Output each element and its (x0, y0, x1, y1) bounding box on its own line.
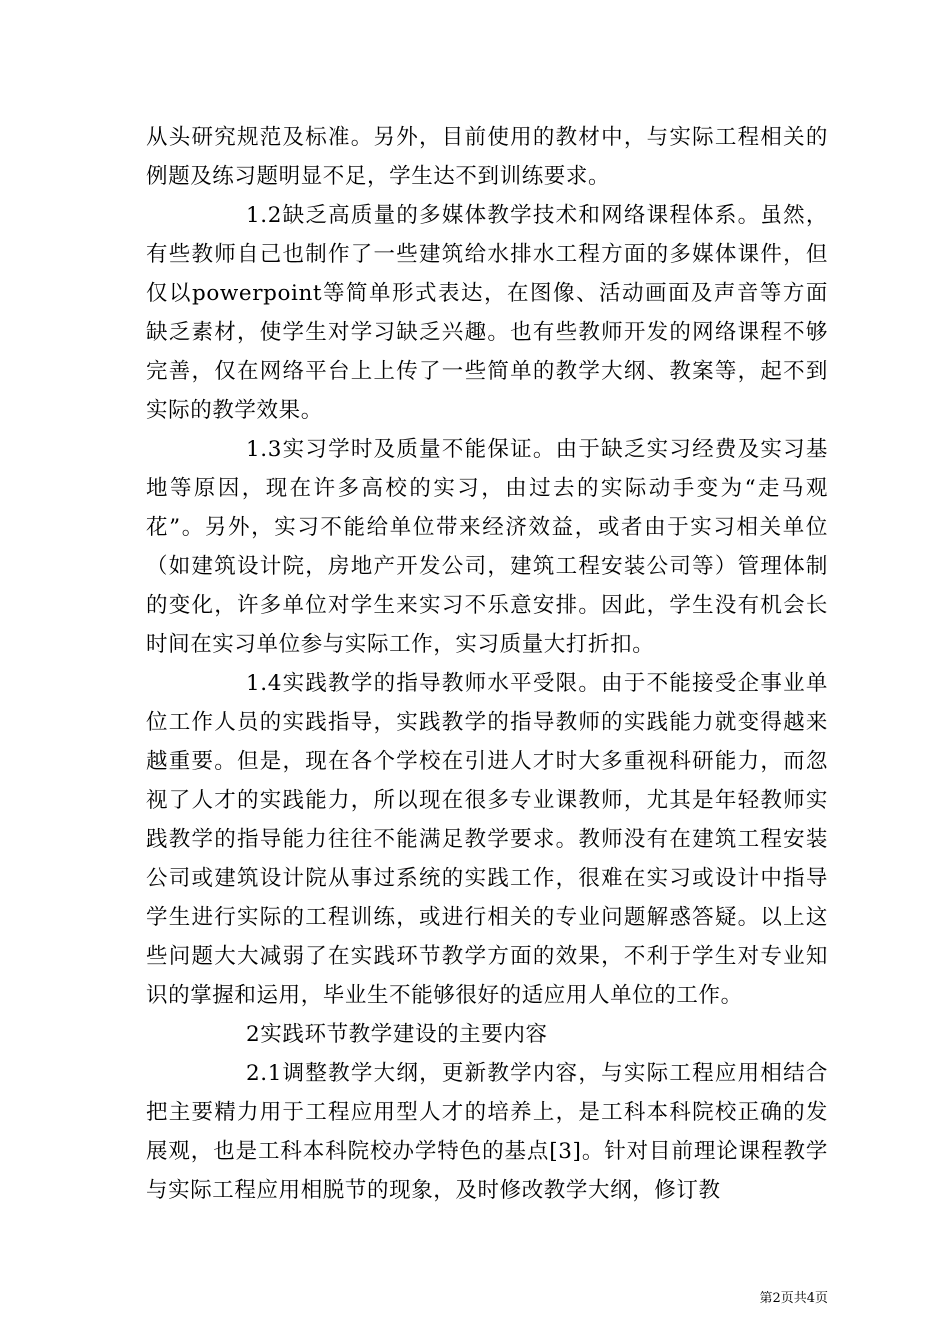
paragraph-section-2-1: 2.1调整教学大纲，更新教学内容，与实际工程应用相结合把主要精力用于工程应用型人才的培养上，是工科本科院校正确的发展观，也是工科本科院校办学特色的基点[3]。针对目前理论课程教学与实际工程应用相脱节的现象，及时修改教学大纲，修订教 (146, 1061, 828, 1203)
paragraph-section-1-2: 1.2缺乏高质量的多媒体教学技术和网络课程体系。虽然，有些教师自己也制作了一些建筑给水排水工程方面的多媒体课件，但仅以powerpoint等简单形式表达，在图像、活动画面及声音等方面缺乏素材，使学生对学习缺乏兴趣。也有些教师开发的网络课程不够完善，仅在网络平台上上传了一些简单的教学大纲、教案等，起不到实际的教学效果。 (146, 203, 828, 423)
paragraph-section-1-3: 1.3实习学时及质量不能保证。由于缺乏实习经费及实习基地等原因，现在许多高校的实习，由过去的实际动手变为“走马观花”。另外，实习不能给单位带来经济效益，或者由于实习相关单位（如建筑设计院，房地产开发公司，建筑工程安装公司等）管理体制的变化，许多单位对学生来实习不乐意安排。因此，学生没有机会长时间在实习单位参与实际工作，实习质量大打折扣。 (146, 437, 828, 657)
paragraph-section-1-4: 1.4实践教学的指导教师水平受限。由于不能接受企事业单位工作人员的实践指导，实践教学的指导教师的实践能力就变得越来越重要。但是，现在各个学校在引进人才时大多重视科研能力，而忽视了人才的实践能力，所以现在很多专业课教师，尤其是年轻教师实践教学的指导能力往往不能满足教学要求。教师没有在建筑工程安装公司或建筑设计院从事过系统的实践工作，很难在实习或设计中指导学生进行实际的工程训练，或进行相关的专业问题解惑答疑。以上这些问题大大减弱了在实践环节教学方面的效果，不利于学生对专业知识的掌握和运用，毕业生不能够很好的适应用人单位的工作。 (146, 671, 828, 1008)
section-heading-2: 2实践环节教学建设的主要内容 (246, 1022, 548, 1047)
paragraph-intro-continuation: 从头研究规范及标准。另外，目前使用的教材中，与实际工程相关的例题及练习题明显不足，学生达不到训练要求。 (146, 125, 828, 189)
document-body (146, 118, 828, 1210)
page-number-footer: 第2页共4页 (759, 1291, 828, 1306)
